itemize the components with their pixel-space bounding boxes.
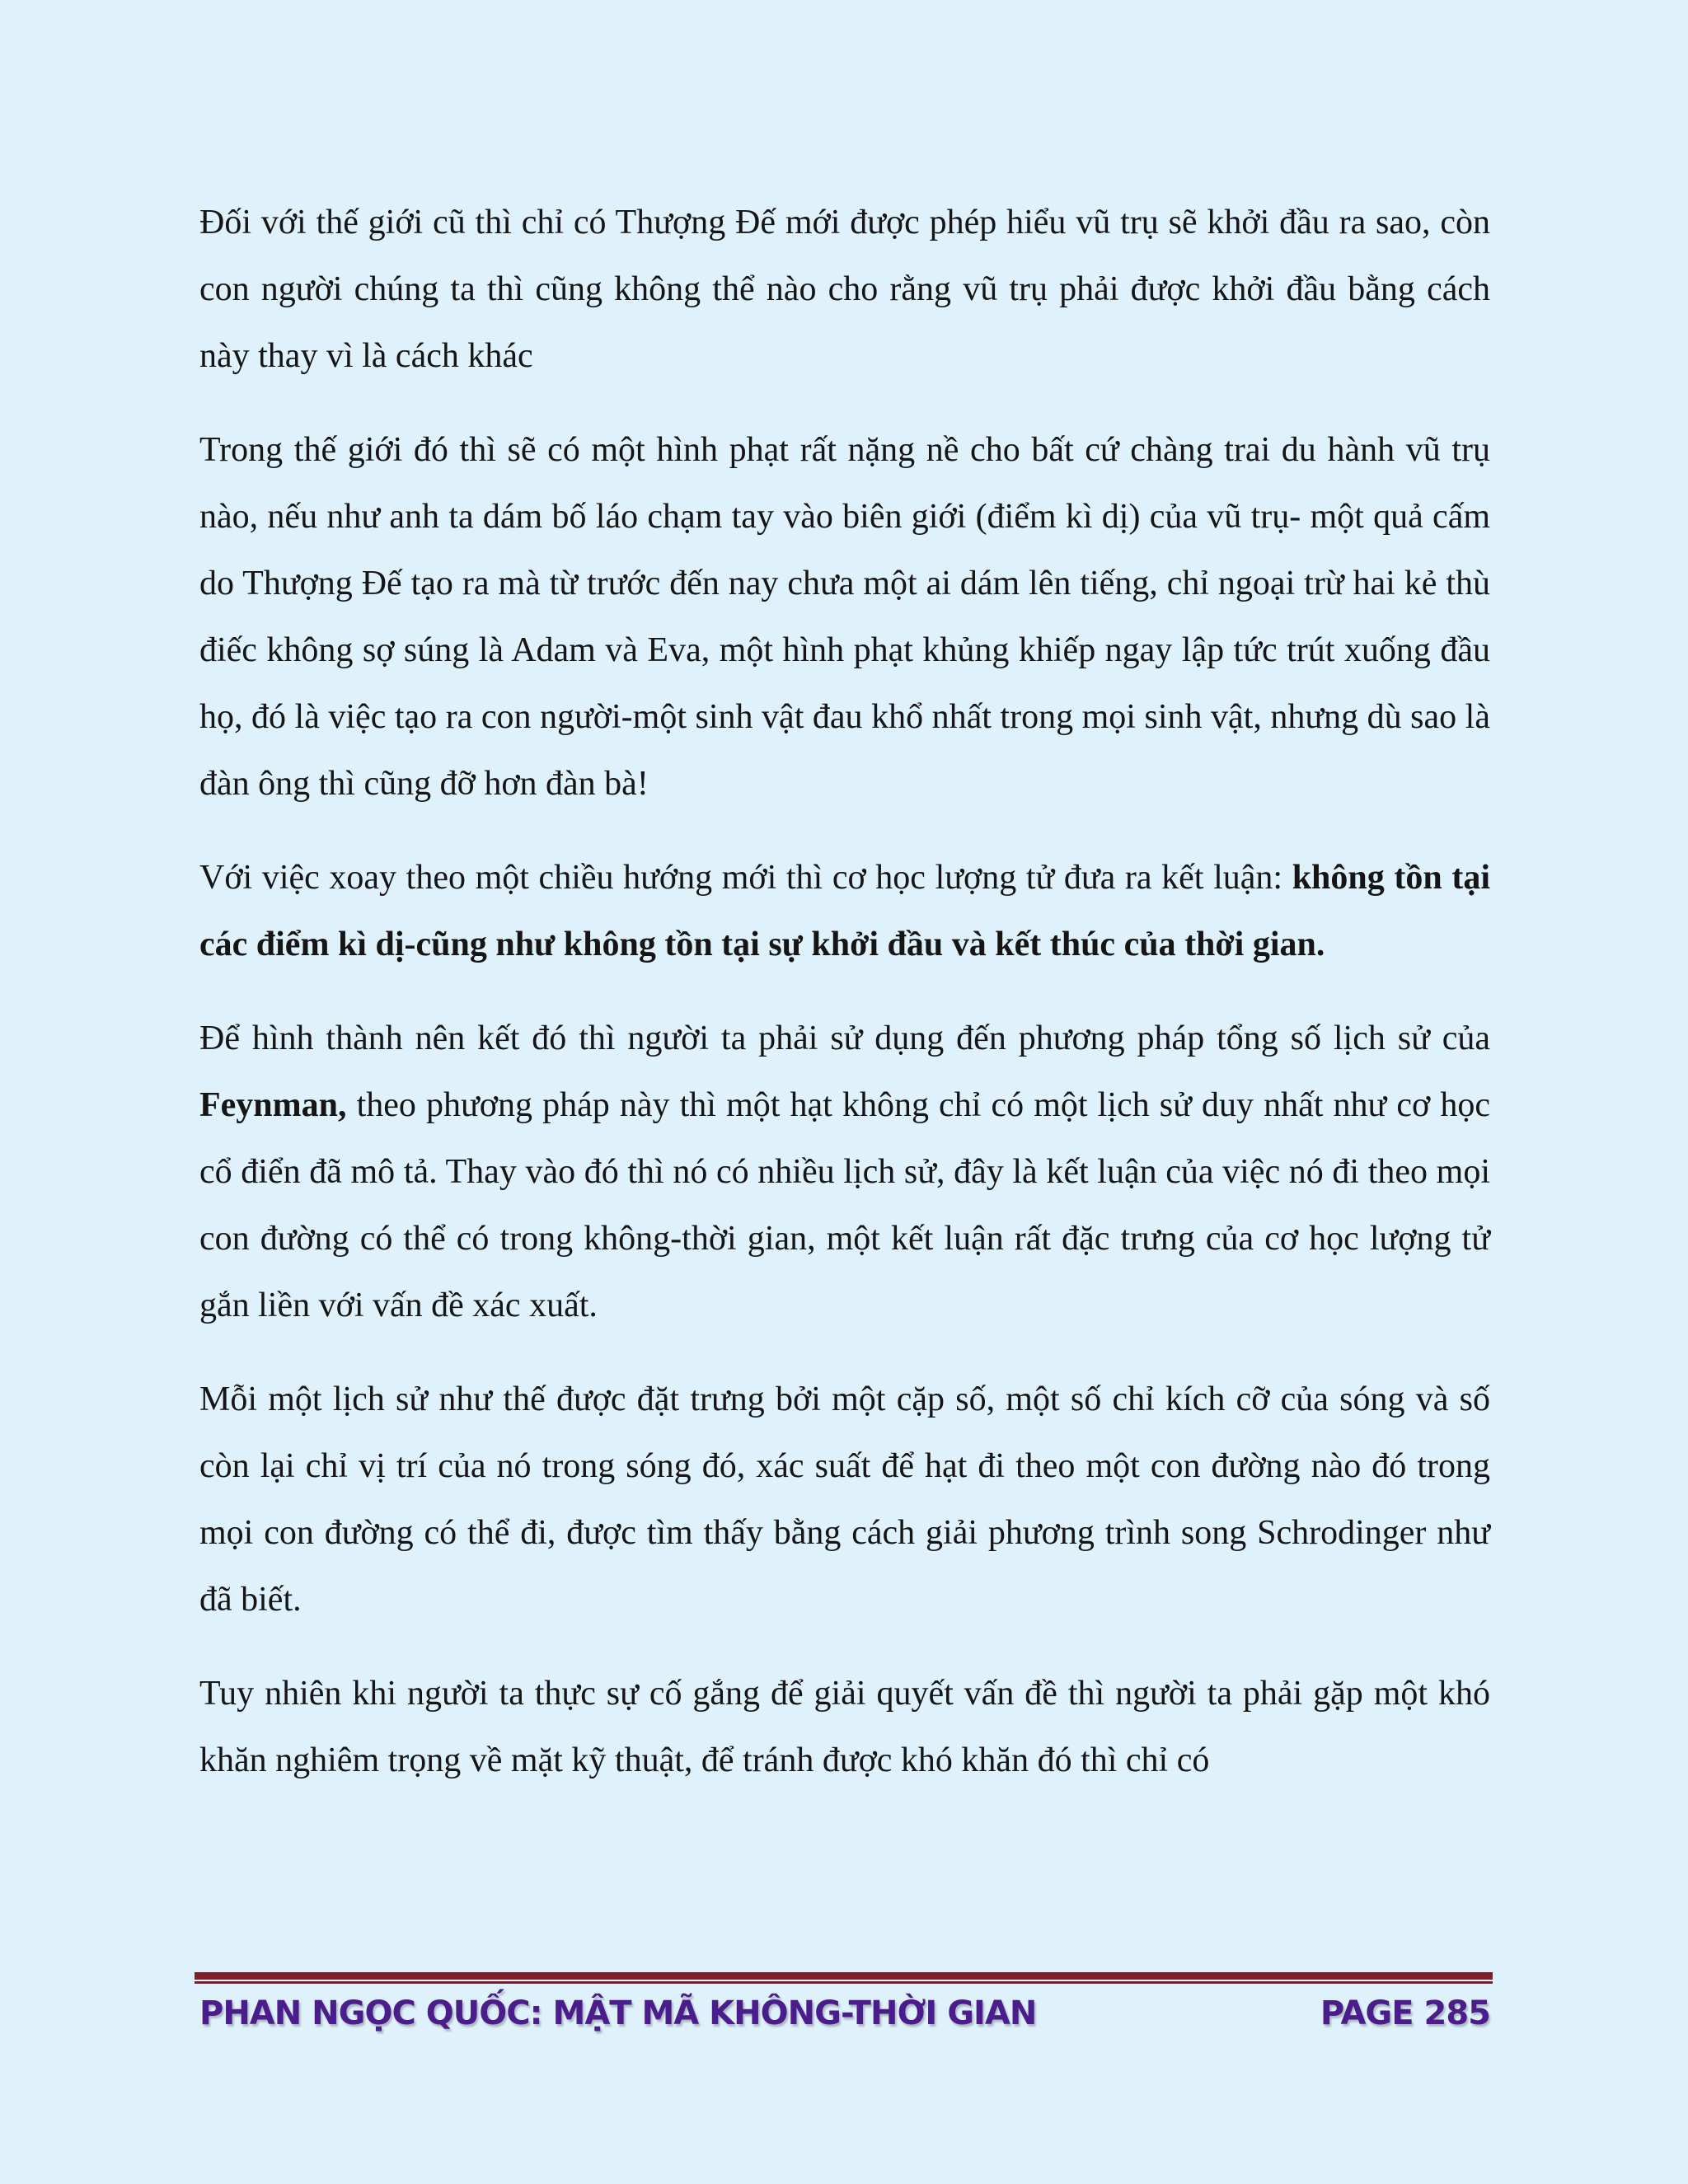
paragraph-3-text: Với việc xoay theo một chiều hướng mới thì cơ học lượng tử đưa ra kết luận: [199,859,1292,897]
paragraph-1-text: Đối với thế giới cũ thì chỉ có Thượng Đế mới được phép hiểu vũ trụ sẽ khởi đầu ra sao, còn con người chúng ta thì cũng không thể nào cho rằng vũ trụ phải được khởi đầu bằng cách này thay vì là cách khác [199,204,1490,375]
paragraph-4-text-b: theo phương pháp này thì một hạt không chỉ có một lịch sử duy nhất như cơ học cổ điển đã mô tả. Thay vào đó thì nó có nhiều lịch sử, đây là kết luận của việc nó đi theo mọi con đường có thể có trong không-thời gian, một kết luận rất đặc trưng của cơ học lượng tử gắn liền với vấn đề xác xuất. [199,1086,1490,1324]
page-footer [199,1985,1490,2042]
paragraph-4-bold-name: Feynman, [199,1086,347,1124]
paragraph-3 [199,845,1490,978]
paragraph-3-bold-conclusion: không tồn tại các điểm kì dị-cũng như không tồn tại sự khởi đầu và kết thúc của thời gian. [199,859,1491,963]
footer-rule-thin [195,1981,1493,1984]
body-text [199,190,1490,1821]
footer-title: PHAN NGỌC QUỐC: MẬT MÃ KHÔNG-THỜI GIAN [199,1994,1037,2032]
paragraph-1 [199,190,1490,390]
footer-page-number: PAGE 285 [1320,1994,1490,2032]
paragraph-2 [199,417,1490,818]
paragraph-6-text: Tuy nhiên khi người ta thực sự cố gắng để giải quyết vấn đề thì người ta phải gặp một khó khăn nghiêm trọng về mặt kỹ thuật, để tránh được khó khăn đó thì chỉ có [199,1675,1490,1779]
paragraph-4 [199,1005,1490,1339]
footer-rule-thick [195,1972,1493,1980]
paragraph-6 [199,1661,1490,1794]
paragraph-5-text: Mỗi một lịch sử như thế được đặt trưng bởi một cặp số, một số chỉ kích cỡ của sóng và số còn lại chỉ vị trí của nó trong sóng đó, xác suất để hạt đi theo một con đường nào đó trong mọi con đường có thể đi, được tìm thấy bằng cách giải phương trình song Schrodinger như đã biết. [199,1380,1490,1619]
paragraph-5 [199,1366,1490,1633]
paragraph-4-text-a: Để hình thành nên kết đó thì người ta phải sử dụng đến phương pháp tổng số lịch sử của [199,1019,1490,1057]
paragraph-2-text: Trong thế giới đó thì sẽ có một hình phạt rất nặng nề cho bất cứ chàng trai du hành vũ trụ nào, nếu như anh ta dám bố láo chạm tay vào biên giới (điểm kì dị) của vũ trụ- một quả cấm do Thượng Đế tạo ra mà từ trước đến nay chưa một ai dám lên tiếng, chỉ ngoại trừ hai kẻ thù điếc không sợ súng là Adam và Eva, một hình phạt khủng khiếp ngay lập tức trút xuống đầu họ, đó là việc tạo ra con người-một sinh vật đau khổ nhất trong mọi sinh vật, nhưng dù sao là đàn ông thì cũng đỡ hơn đàn bà! [199,431,1490,803]
